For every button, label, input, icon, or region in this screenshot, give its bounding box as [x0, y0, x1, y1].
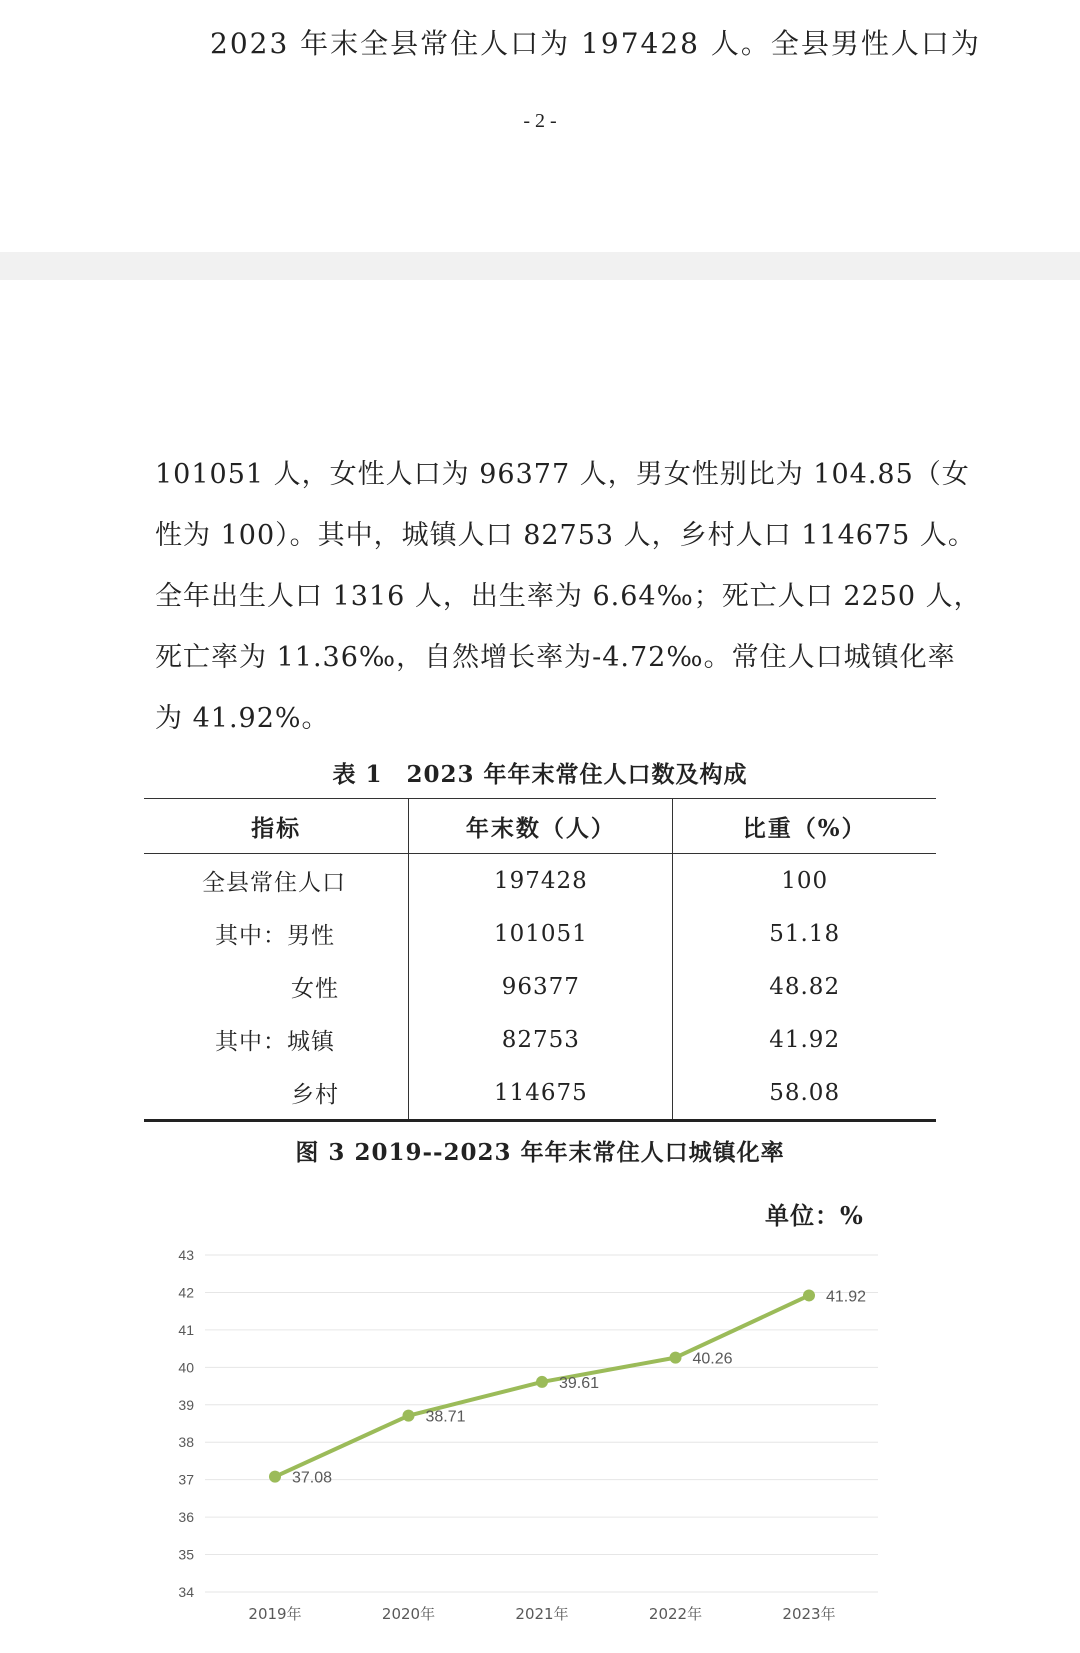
cell-count: 82753 [409, 1013, 673, 1066]
paragraph-line: 101051 人，女性人口为 96377 人，男女性别比为 104.85（女 [155, 459, 970, 490]
cell-count: 197428 [409, 854, 673, 908]
chart-title: 图 3 2019--2023 年年末常住人口城镇化率 [295, 1139, 785, 1166]
y-tick-label: 40 [178, 1359, 194, 1376]
cell-count: 101051 [409, 907, 673, 960]
header-count: 年末数（人） [409, 799, 673, 854]
cell-share: 58.08 [673, 1066, 936, 1121]
table-title: 表 1 2023 年年末常住人口数及构成 [332, 761, 748, 788]
y-tick-label: 41 [178, 1321, 194, 1338]
data-point [803, 1289, 815, 1301]
data-label: 38.71 [425, 1408, 466, 1426]
data-point [403, 1410, 415, 1422]
paragraph-line: 全年出生人口 1316 人，出生率为 6.64‰；死亡人口 2250 人， [155, 581, 982, 612]
paragraph-line: 性为 100）。其中，城镇人口 82753 人，乡村人口 114675 人。 [155, 520, 976, 551]
continued-text-line: 2023 年末全县常住人口为 197428 人。全县男性人口为 [210, 27, 981, 60]
y-tick-label: 34 [178, 1584, 194, 1600]
paragraph-line: 死亡率为 11.36‰，自然增长率为-4.72‰。常住人口城镇化率 [155, 642, 956, 673]
y-tick-label: 43 [178, 1247, 194, 1263]
cell-share: 51.18 [673, 907, 936, 960]
data-label: 40.26 [692, 1350, 733, 1368]
cell-indicator: 其中：男性 [215, 923, 335, 949]
page-number: - 2 - [523, 110, 557, 132]
y-tick-label: 39 [178, 1396, 194, 1413]
x-tick-label: 2022年 [648, 1605, 703, 1623]
x-tick-label: 2021年 [515, 1605, 569, 1623]
header-indicator: 指标 [144, 799, 409, 854]
y-tick-label: 36 [178, 1509, 194, 1526]
data-label: 41.92 [826, 1288, 867, 1306]
cell-indicator: 全县常住人口 [202, 870, 346, 896]
x-tick-label: 2019年 [248, 1605, 302, 1623]
x-tick-label: 2020年 [381, 1605, 436, 1623]
data-point [536, 1376, 548, 1388]
unit-label: 单位：% [765, 1201, 864, 1230]
data-point [269, 1471, 281, 1483]
data-point [670, 1352, 682, 1364]
data-label: 37.08 [292, 1469, 333, 1487]
y-tick-label: 35 [178, 1546, 194, 1563]
y-tick-label: 42 [178, 1284, 194, 1301]
cell-share: 48.82 [673, 960, 936, 1013]
cell-indicator: 乡村 [144, 1066, 409, 1121]
header-share: 比重（%） [673, 799, 936, 854]
paragraph-line: 为 41.92%。 [155, 703, 330, 734]
data-label: 39.61 [559, 1374, 600, 1392]
cell-indicator: 女性 [291, 976, 339, 1002]
y-tick-label: 38 [178, 1434, 194, 1451]
y-tick-label: 37 [178, 1471, 194, 1488]
cell-count: 114675 [409, 1066, 673, 1121]
cell-count: 96377 [409, 960, 673, 1013]
cell-share: 41.92 [673, 1013, 936, 1066]
cell-share: 100 [673, 854, 936, 908]
x-tick-label: 2023年 [782, 1605, 836, 1623]
cell-indicator: 其中：城镇 [215, 1029, 335, 1055]
